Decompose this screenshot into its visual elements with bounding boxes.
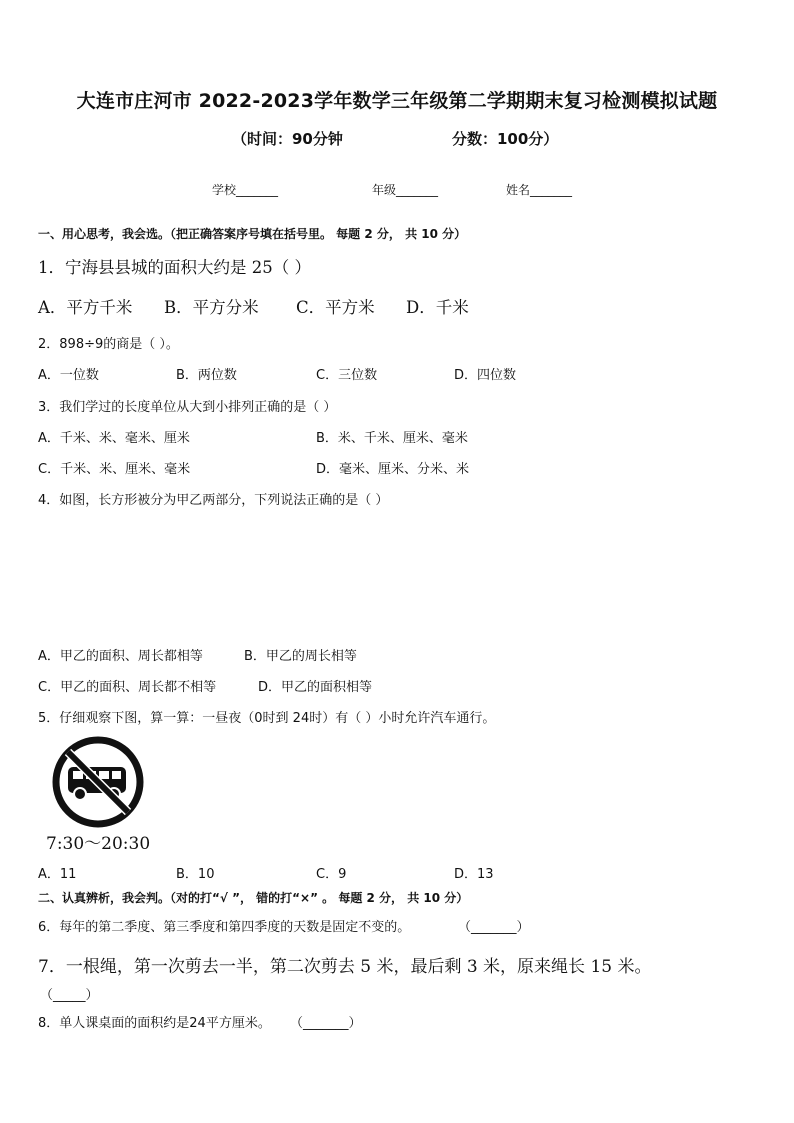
answer-blank[interactable]: （_______） [458, 920, 530, 935]
option: C．三位数 [316, 368, 378, 383]
question-stem: 2．898÷9的商是（ ）。 [38, 337, 179, 352]
option: A．一位数 [38, 368, 99, 383]
question-stem: 5．仔细观察下图，算一算：一昼夜（0时到 24时）有（ ）小时允许汽车通行。 [38, 711, 496, 726]
question-stem: 6．每年的第二季度、第三季度和第四季度的天数是固定不变的。 [38, 920, 411, 935]
exam-time: （时间：90分钟 [232, 130, 343, 148]
school-field: 学校_______ [212, 183, 279, 197]
option: D．13 [454, 867, 494, 882]
exam-score: 分数：100分） [452, 130, 559, 148]
question-stem: 7．一根绳，第一次剪去一半，第二次剪去 5 米，最后剩 3 米，原来绳长 15 米。 [38, 957, 652, 977]
option: B．平方分米 [164, 298, 259, 317]
sign-caption: 7:30～20:30 [46, 834, 151, 854]
option: B．两位数 [176, 368, 237, 383]
option: B．米、千米、厘米、毫米 [316, 431, 468, 446]
option: C．甲乙的面积、周长都不相等 [38, 680, 217, 695]
question-stem: 4．如图，长方形被分为甲乙两部分，下列说法正确的是（ ） [38, 493, 389, 508]
option: D．毫米、厘米、分米、米 [316, 462, 470, 477]
section-heading: 二、认真辨析，我会判。（对的打“√ ”， 错的打“×” 。 每题 2 分， 共 10 分） [38, 891, 469, 905]
grade-field: 年级_______ [372, 183, 439, 197]
option: C．9 [316, 867, 347, 882]
option: A．甲乙的面积、周长都相等 [38, 649, 203, 664]
option: D．千米 [406, 298, 469, 317]
no-bus-sign-icon [50, 734, 146, 830]
option: D．四位数 [454, 368, 517, 383]
question-stem: 8．单人课桌面的面积约是24平方厘米。 [38, 1016, 271, 1031]
option: C．平方米 [296, 298, 375, 317]
question-stem: 1．宁海县县城的面积大约是 25（ ） [38, 258, 311, 277]
option: D．甲乙的面积相等 [258, 680, 373, 695]
option: A．平方千米 [38, 298, 133, 317]
option: B．甲乙的周长相等 [244, 649, 357, 664]
option: A．千米、米、毫米、厘米 [38, 431, 190, 446]
answer-blank[interactable]: （_____） [40, 988, 99, 1003]
option: B．10 [176, 867, 215, 882]
section-heading: 一、用心思考，我会选。（把正确答案序号填在括号里。 每题 2 分， 共 10 分） [38, 227, 467, 241]
option: C．千米、米、厘米、毫米 [38, 462, 191, 477]
answer-blank[interactable]: （_______） [290, 1016, 362, 1031]
question-stem: 3．我们学过的长度单位从大到小排列正确的是（ ） [38, 400, 337, 415]
name-field: 姓名_______ [506, 183, 573, 197]
option: A．11 [38, 867, 77, 882]
page-title: 大连市庄河市 2022-2023学年数学三年级第二学期期末复习检测模拟试题 [76, 90, 718, 112]
